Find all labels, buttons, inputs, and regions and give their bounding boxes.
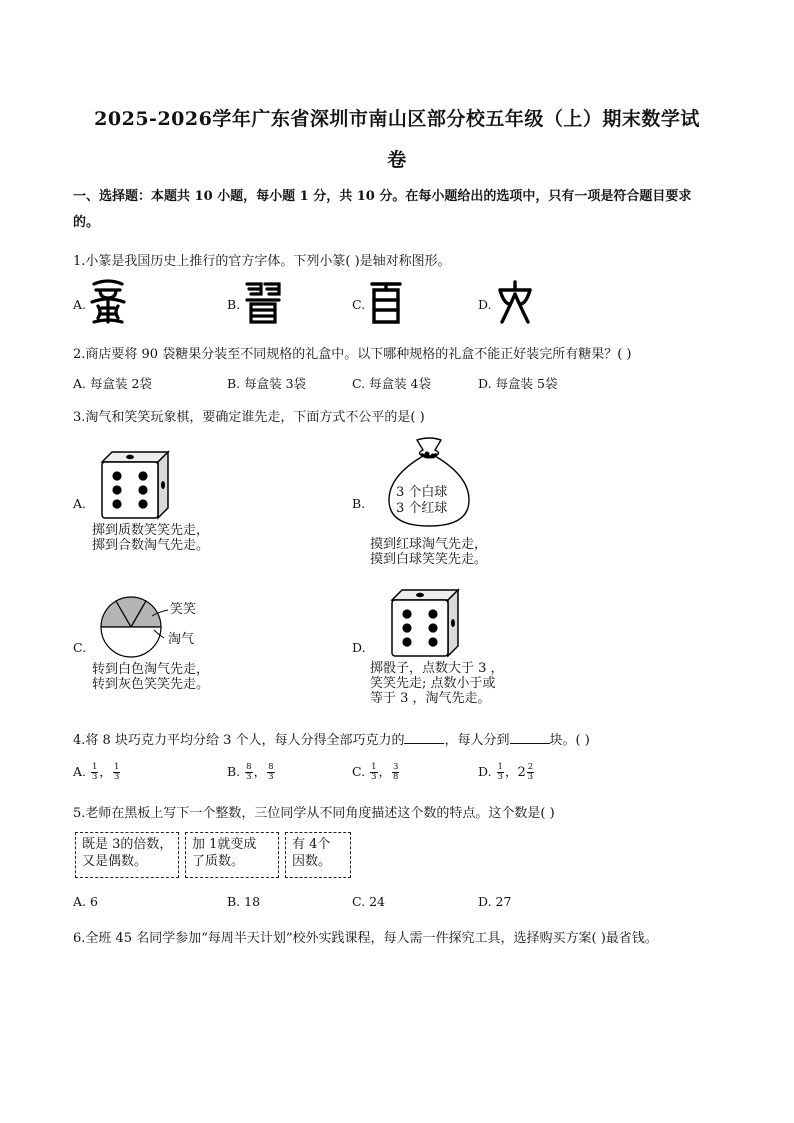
denominator: 3 [268,772,274,782]
seal-glyph-a-icon [88,278,128,326]
q4-option-b-label: B. [227,764,241,779]
numerator: 1 [497,762,503,772]
q1-option-b-label: B. [227,297,241,312]
q2-option-c: C. 每盒装 4袋 [352,376,431,391]
section-heading [73,184,691,236]
fraction [245,763,252,782]
denominator: 3 [113,772,120,782]
q3-option-b-label: B. [352,496,366,511]
q3-b-caption: 摸到红球淘气先走， 摸到白球笑笑先走。 [370,537,488,567]
q4-option-d-label: D. [478,764,492,779]
q4-answer-blank-2[interactable] [510,731,550,744]
q1-option-d-label: D. [478,297,492,312]
q2-option-b: B. 每盒装 3袋 [227,376,307,391]
question-2-stem: 2.商店要将 90 袋糖果分装至不同规格的礼盒中。以下哪种规格的礼盒不能正好装完所有糖果？( ) [73,347,632,362]
q4-stem-part2: ，每人分到 [444,733,510,748]
q2-option-a: A. 每盒装 2袋 [73,376,152,391]
q3-c-caption: 转到白色淘气先走， 转到灰色笑笑先走。 [92,662,210,692]
denominator: 3 [497,772,503,782]
q5-clue-card-2: 加 1就变成 了质数。 [185,832,279,878]
fraction [113,763,120,782]
question-6-stem: 6.全班 45 名同学参加“每周半天计划”校外实践课程，每人需一件探究工具，选择购买方案( )最省钱。 [73,931,658,946]
denominator: 8 [393,772,399,782]
seal-glyph-b-icon [243,280,283,326]
q5-option-a: A. 6 [73,894,98,909]
q5-clue-card-1: 既是 3的倍数， 又是偶数。 [75,832,179,878]
numerator: 3 [393,762,399,772]
exam-title-line1: 2025-2026学年广东省深圳市南山区部分校五年级（上）期末数学试 [94,108,700,130]
q4-option-c [352,762,400,782]
section-heading-line1: 一、选择题：本题共 10 小题，每小题 1 分，共 10 分。在每小题给出的选项中，只有一项是符合题目要求 [73,189,692,204]
separator: ， [378,764,392,779]
seal-glyph-d-icon [496,280,534,326]
q1-option-c-label: C. [352,297,366,312]
q4-stem-part1: 4.将 8 块巧克力平均分给 3 个人，每人分得全部巧克力的 [73,733,405,748]
q4-answer-blank-1[interactable] [404,731,444,744]
denominator: 3 [527,772,534,782]
separator: ， [99,764,112,779]
numerator: 2 [527,762,534,772]
q4-option-a [73,762,121,782]
q3-option-d-label: D. [352,640,366,655]
q3-c-label-top: 笑笑 [170,602,197,617]
numerator: 8 [246,762,252,772]
fraction [527,763,534,782]
q4-option-c-label: C. [352,764,366,779]
q1-option-a-label: A. [73,297,87,312]
exam-title-line2: 卷 [387,149,407,171]
fraction [497,763,504,782]
fraction [91,763,98,782]
question-1-stem: 1.小篆是我国历史上推行的官方字体。下列小篆( )是轴对称图形。 [73,254,451,269]
mixed-number [517,763,535,782]
q5-option-c: C. 24 [352,894,385,909]
numerator: 1 [92,762,98,772]
q3-c-label-bottom: 淘气 [168,632,195,647]
q5-option-b: B. 18 [227,894,261,909]
dice-six-icon [388,586,460,658]
q5-option-d: D. 27 [478,894,512,909]
q4-option-a-label: A. [73,764,87,779]
separator: ， [504,764,518,779]
question-4-stem [73,729,590,748]
seal-glyph-c-icon [368,280,404,326]
q3-b-bag-text: 3 个白球 3 个红球 [396,485,448,516]
denominator: 3 [371,772,377,782]
q3-a-caption: 掷到质数笑笑先走， 掷到合数淘气先走。 [92,523,210,553]
section-heading-line2: 的。 [73,215,100,230]
q4-option-b [227,762,276,782]
whole-part: 2 [517,765,526,780]
fraction [267,763,274,782]
fraction [370,763,377,782]
question-3-stem: 3.淘气和笑笑玩象棋，要确定谁先走，下面方式不公平的是( ) [73,410,425,425]
q2-option-d: D. 每盒装 5袋 [478,376,558,391]
q3-option-a-label: A. [73,496,87,511]
denominator: 3 [246,772,252,782]
q3-d-caption: 掷骰子，点数大于 3 ， 笑笑先走; 点数小于或 等于 3 ，淘气先走。 [370,661,504,706]
q5-clue-card-3: 有 4个 因数。 [285,832,351,878]
numerator: 8 [268,762,274,772]
fraction [392,763,399,782]
separator: ， [253,764,267,779]
question-5-stem: 5.老师在黑板上写下一个整数，三位同学从不同角度描述这个数的特点。这个数是( ) [73,806,555,821]
dice-six-icon [98,448,170,520]
q4-stem-part3: 块。( ) [549,733,590,748]
numerator: 1 [371,762,377,772]
denominator: 3 [92,772,98,782]
q4-option-d [478,762,535,782]
q3-option-c-label: C. [73,640,87,655]
numerator: 1 [113,762,120,772]
